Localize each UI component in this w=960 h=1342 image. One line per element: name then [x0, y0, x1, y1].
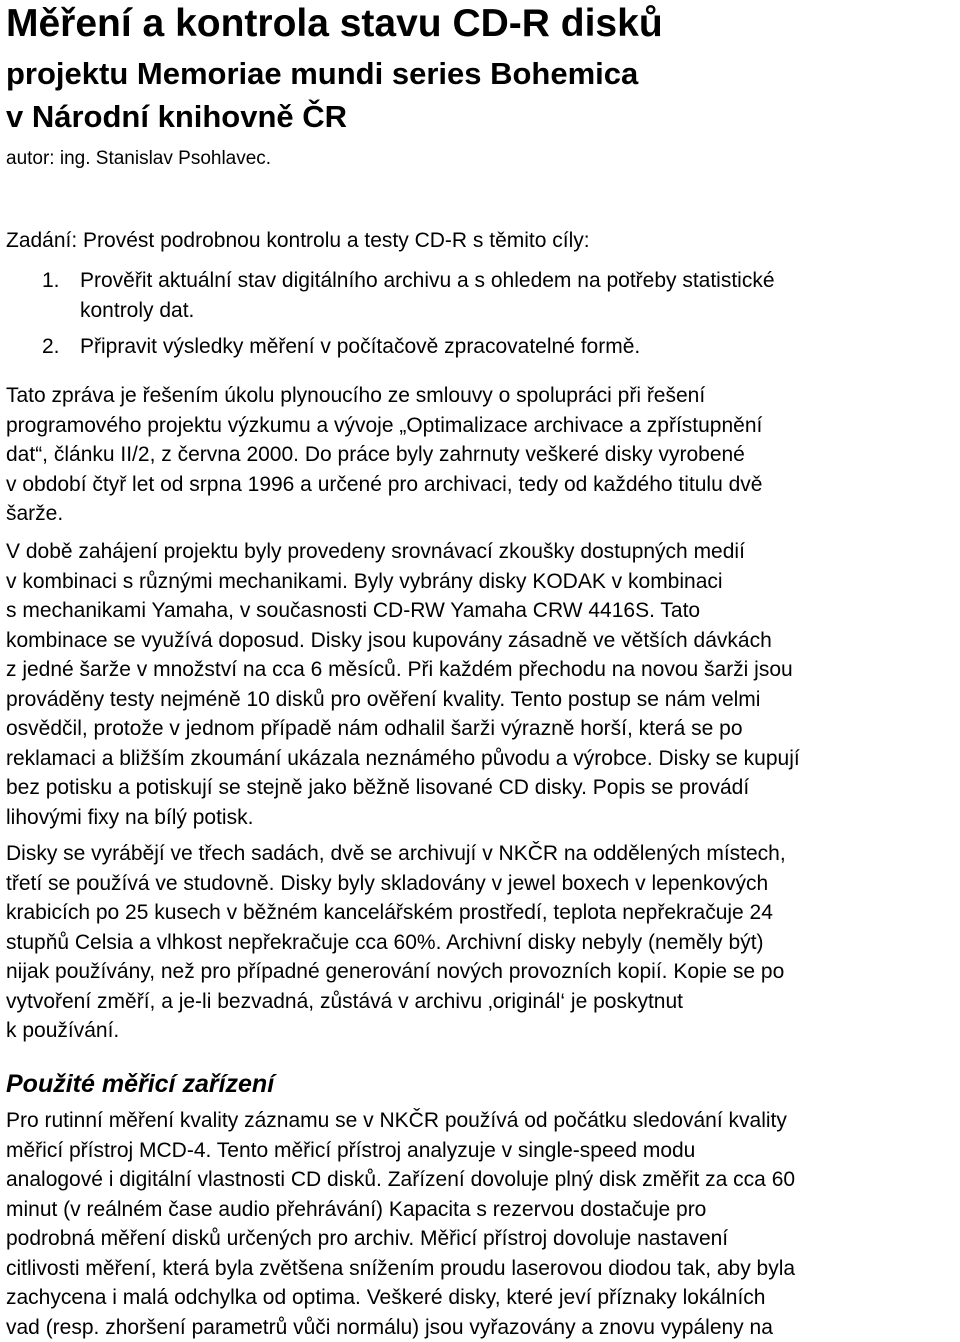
- paragraph-line: krabicích po 25 kusech v běžném kancelářském prostředí, teplota nepřekračuje 24: [6, 898, 956, 928]
- paragraph-line: kombinace se využívá doposud. Disky jsou kupovány zásadně ve větších dávkách: [6, 626, 956, 656]
- paragraph-line: měřicí přístroj MCD-4. Tento měřicí přístroj analyzuje v single-speed modu: [6, 1136, 956, 1166]
- paragraph-line: z jedné šarže v množství na cca 6 měsíců. Při každém přechodu na novou šarži jsou: [6, 655, 956, 685]
- paragraph-line: dat“, článku II/2, z června 2000. Do práce byly zahrnuty veškeré disky vyrobené: [6, 440, 956, 470]
- goal-text-line: Prověřit aktuální stav digitálního archivu a s ohledem na potřeby statistické: [80, 266, 956, 296]
- paragraph-line: v kombinaci s různými mechanikami. Byly vybrány disky KODAK v kombinaci: [6, 567, 956, 597]
- paragraph-line: šarže.: [6, 499, 956, 529]
- paragraph-line: Pro rutinní měření kvality záznamu se v NKČR používá od počátku sledování kvality: [6, 1106, 956, 1136]
- goal-item: [6, 332, 956, 362]
- document-subtitle-line-2: v Národní knihovně ČR: [6, 95, 347, 139]
- paragraph-line: podrobná měření disků určených pro archiv. Měřicí přístroj dovoluje nastavení: [6, 1224, 956, 1254]
- paragraph-line: citlivosti měření, která byla zvětšena snížením proudu laserovou diodou tak, aby byla: [6, 1254, 956, 1284]
- document-title: Měření a kontrola stavu CD-R disků: [6, 2, 663, 46]
- goal-text-line: Připravit výsledky měření v počítačově zpracovatelné formě.: [80, 332, 956, 362]
- paragraph-line: osvědčil, protože v jednom případě nám odhalil šarži výrazně horší, která se po: [6, 714, 956, 744]
- paragraph-line: nijak používány, než pro případné generování nových provozních kopií. Kopie se po: [6, 957, 956, 987]
- paragraph-line: bez potisku a potiskují se stejně jako běžně lisované CD disky. Popis se provádí: [6, 773, 956, 803]
- paragraph-line: v období čtyř let od srpna 1996 a určené pro archivaci, tedy od každého titulu dvě: [6, 470, 956, 500]
- paragraph-line: V době zahájení projektu byly provedeny srovnávací zkoušky dostupných medií: [6, 537, 956, 567]
- paragraph-line: programového projektu výzkumu a vývoje „Optimalizace archivace a zpřístupnění: [6, 411, 956, 441]
- paragraph-line: vytvoření změří, a je-li bezvadná, zůstává v archivu ‚originál‘ je poskytnut: [6, 987, 956, 1017]
- author-line: autor: ing. Stanislav Psohlavec.: [6, 147, 271, 171]
- section-heading: Použité měřicí zařízení: [6, 1068, 274, 1100]
- paragraph-line: minut (v reálném čase audio přehrávání) Kapacita s rezervou dostačuje pro: [6, 1195, 956, 1225]
- paragraph-line: prováděny testy nejméně 10 disků pro ověření kvality. Tento postup se nám velmi: [6, 685, 956, 715]
- paragraph-media-selection: [6, 537, 956, 832]
- goal-number: 2.: [42, 332, 60, 362]
- paragraph-line: s mechanikami Yamaha, v současnosti CD-RW Yamaha CRW 4416S. Tato: [6, 596, 956, 626]
- paragraph-line: stupňů Celsia a vlhkost nepřekračuje cca 60%. Archivní disky nebyly (neměly být): [6, 928, 956, 958]
- paragraph-line: reklamaci a bližším zkoumání ukázala neznámého původu a výrobce. Disky se kupují: [6, 744, 956, 774]
- paragraph-line: lihovými fixy na bílý potisk.: [6, 803, 956, 833]
- paragraph-measuring-device: [6, 1106, 956, 1342]
- paragraph-storage: [6, 839, 956, 1046]
- paragraph-line: třetí se používá ve studovně. Disky byly skladovány v jewel boxech v lepenkových: [6, 869, 956, 899]
- paragraph-line: Disky se vyrábějí ve třech sadách, dvě se archivují v NKČR na oddělených místech,: [6, 839, 956, 869]
- goal-item: [6, 266, 956, 326]
- paragraph-line: analogové i digitální vlastnosti CD disků. Zařízení dovoluje plný disk změřit za cca 60: [6, 1165, 956, 1195]
- assignment-line: Zadání: Provést podrobnou kontrolu a testy CD-R s těmito cíly:: [6, 227, 590, 255]
- paragraph-line: vad (resp. zhoršení parametrů vůči normálu) jsou vyřazovány a znovu vypáleny na: [6, 1313, 956, 1342]
- paragraph-line: zachycena i malá odchylka od optima. Veškeré disky, které jeví příznaky lokálních: [6, 1283, 956, 1313]
- goals-list: [6, 266, 956, 362]
- goal-number: 1.: [42, 266, 60, 296]
- paragraph-line: Tato zpráva je řešením úkolu plynoucího ze smlouvy o spolupráci při řešení: [6, 381, 956, 411]
- document-subtitle-line-1: projektu Memoriae mundi series Bohemica: [6, 52, 638, 96]
- goal-text-line: kontroly dat.: [80, 296, 956, 326]
- paragraph-contract: [6, 381, 956, 529]
- paragraph-line: k používání.: [6, 1016, 956, 1046]
